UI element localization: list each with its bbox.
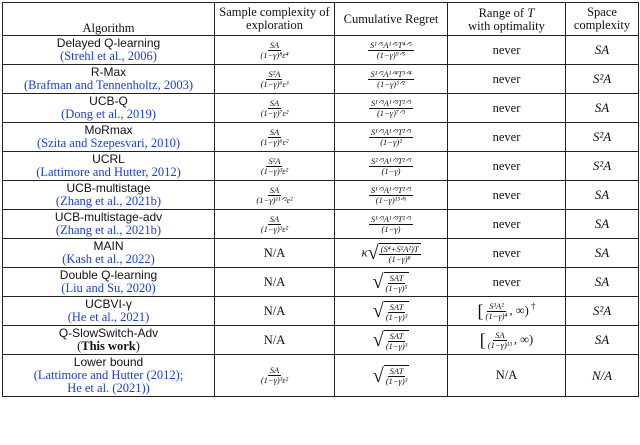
radical-sign: √ bbox=[367, 242, 379, 264]
range-cell bbox=[448, 36, 566, 65]
radical-body bbox=[384, 272, 410, 293]
algorithm-name: R-Max bbox=[90, 65, 127, 79]
sqrt-expression bbox=[368, 243, 421, 264]
fraction bbox=[384, 332, 410, 351]
algorithm-cell bbox=[3, 297, 215, 326]
fraction-numerator: S²A bbox=[268, 155, 281, 166]
space-complexity-cell: SA bbox=[566, 210, 639, 239]
space-complexity-cell: SA bbox=[566, 94, 639, 123]
fraction-numerator: SAT bbox=[389, 301, 404, 312]
fraction-numerator: SA bbox=[269, 184, 280, 195]
sample-complexity-cell bbox=[215, 94, 335, 123]
fraction-numerator: S¹ᐟ³A¹ᐟ³T²ᐟ³ bbox=[370, 126, 412, 137]
citation-line2: He et al. (2021)) bbox=[67, 381, 150, 395]
algorithm-name: Lower bound bbox=[73, 355, 144, 369]
space-complexity-cell: SA bbox=[566, 268, 639, 297]
sqrt-expression bbox=[373, 272, 410, 293]
citation: (Dong et al., 2019) bbox=[61, 107, 156, 121]
algorithm-name: UCB-Q bbox=[89, 94, 128, 108]
range-value: never bbox=[492, 42, 521, 57]
fraction-denominator: (1−γ)⁷ε² bbox=[260, 107, 289, 118]
table-row bbox=[3, 152, 639, 181]
sqrt-expression bbox=[373, 301, 410, 322]
fraction bbox=[259, 157, 290, 176]
citation: (Liu and Su, 2020) bbox=[61, 281, 156, 295]
range-value: never bbox=[492, 100, 521, 115]
sample-complexity-cell bbox=[215, 297, 335, 326]
space-complexity-cell: S²A bbox=[566, 123, 639, 152]
fraction-denominator: (1−γ)⁶ε³ bbox=[260, 78, 289, 89]
algorithm-cell bbox=[3, 65, 215, 94]
regret-cell bbox=[335, 94, 448, 123]
citation: (Zhang et al., 2021b) bbox=[55, 223, 162, 237]
fraction-denominator: (1−γ)³ bbox=[385, 311, 408, 322]
sample-complexity-cell bbox=[215, 239, 335, 268]
regret-cell bbox=[335, 239, 448, 268]
space-complexity-cell: SA bbox=[566, 36, 639, 65]
algorithm-cell bbox=[3, 181, 215, 210]
algorithm-name: UCBVI-γ bbox=[85, 297, 132, 311]
regret-cell bbox=[335, 268, 448, 297]
sample-value: N/A bbox=[263, 332, 286, 347]
header-sample: Sample complexity of exploration bbox=[215, 3, 335, 36]
space-complexity-cell: SA bbox=[566, 239, 639, 268]
space-complexity-cell: S²A bbox=[566, 152, 639, 181]
algorithm-name: Q-SlowSwitch-Adv bbox=[58, 326, 159, 340]
comparison-table bbox=[2, 2, 639, 397]
range-cell bbox=[448, 239, 566, 268]
table-row bbox=[3, 239, 639, 268]
range-cell bbox=[448, 152, 566, 181]
regret-cell bbox=[335, 123, 448, 152]
fraction-numerator: SAT bbox=[389, 272, 404, 283]
algorithm-cell bbox=[3, 239, 215, 268]
fraction-denominator: (1−γ)⁷ᐟ³ bbox=[376, 107, 406, 118]
fraction-denominator: (1−γ)⁸ bbox=[388, 253, 411, 264]
fraction bbox=[368, 41, 414, 60]
fraction bbox=[259, 70, 291, 89]
algorithm-cell bbox=[3, 326, 215, 355]
citation: (Zhang et al., 2021b) bbox=[55, 194, 162, 208]
fraction-numerator: S¹ᐟ³A¹ᐟ³T²ᐟ³ bbox=[370, 184, 412, 195]
table-row bbox=[3, 355, 639, 397]
dagger-mark: † bbox=[528, 300, 536, 311]
fraction bbox=[368, 70, 413, 89]
citation: (Szita and Szepesvari, 2010) bbox=[36, 136, 180, 150]
sample-complexity-cell bbox=[215, 181, 335, 210]
header-algorithm: Algorithm bbox=[3, 3, 215, 36]
range-cell bbox=[448, 65, 566, 94]
table-row bbox=[3, 326, 639, 355]
sample-complexity-cell bbox=[215, 268, 335, 297]
radical-sign: √ bbox=[372, 364, 384, 387]
fraction-denominator: (1−γ)⁵ bbox=[385, 282, 408, 293]
fraction-denominator: (1−γ)³ bbox=[385, 376, 408, 386]
algorithm-cell bbox=[3, 94, 215, 123]
fraction-denominator: (1−γ)³ε² bbox=[260, 223, 289, 234]
fraction bbox=[369, 186, 413, 205]
fraction-numerator: SA bbox=[269, 213, 280, 224]
radical-sign: √ bbox=[372, 300, 384, 322]
range-value: never bbox=[492, 216, 521, 231]
algorithm-cell bbox=[3, 268, 215, 297]
regret-cell bbox=[335, 181, 448, 210]
citation: (Strehl et al., 2006) bbox=[60, 49, 157, 63]
fraction-denominator: (1−γ)⁶ε² bbox=[260, 136, 289, 147]
table-row bbox=[3, 123, 639, 152]
fraction-numerator: S²A bbox=[268, 68, 281, 79]
range-value: N/A bbox=[495, 368, 518, 382]
radical-sign: √ bbox=[372, 329, 384, 351]
fraction bbox=[379, 245, 421, 264]
fraction bbox=[369, 99, 413, 118]
sample-complexity-cell bbox=[215, 326, 335, 355]
fraction bbox=[258, 41, 290, 60]
fraction-denominator: (1−γ)³ε² bbox=[260, 165, 289, 176]
space-complexity-cell: SA bbox=[566, 181, 639, 210]
range-tail: , ∞) bbox=[513, 331, 534, 346]
range-value: never bbox=[492, 187, 521, 202]
algorithm-name: MAIN bbox=[93, 239, 124, 253]
range-cell bbox=[448, 326, 566, 355]
table-row bbox=[3, 268, 639, 297]
left-bracket: [ bbox=[477, 300, 484, 321]
citation: (Lattimore and Hutter (2012); bbox=[33, 368, 184, 382]
fraction-numerator: S¹ᐟ³A¹ᐟ³T²ᐟ³ bbox=[370, 213, 412, 224]
fraction-denominator: (1−γ)⁴ bbox=[485, 310, 508, 321]
fraction-denominator: (1−γ)⁹ᐟ⁵ bbox=[376, 49, 406, 60]
range-cell bbox=[448, 181, 566, 210]
citation: (This work) bbox=[77, 339, 140, 353]
fraction-denominator: (1−γ) bbox=[381, 165, 401, 176]
sample-complexity-cell bbox=[215, 210, 335, 239]
fraction-denominator: (1−γ)² bbox=[380, 136, 402, 147]
regret-cell bbox=[335, 152, 448, 181]
citation: (Lattimore and Hutter, 2012) bbox=[36, 165, 181, 179]
fraction-numerator: SA bbox=[269, 39, 280, 50]
fraction-denominator: (1−γ)³ε² bbox=[260, 375, 289, 385]
sample-complexity-cell bbox=[215, 152, 335, 181]
fraction-numerator: S¹ᐟ⁵A¹ᐟ⁵T⁴ᐟ⁵ bbox=[370, 39, 412, 50]
algorithm-cell bbox=[3, 210, 215, 239]
regret-cell bbox=[335, 210, 448, 239]
regret-cell bbox=[335, 65, 448, 94]
fraction bbox=[384, 367, 410, 386]
space-complexity-cell: S²A bbox=[566, 65, 639, 94]
fraction bbox=[259, 99, 291, 118]
algorithm-cell bbox=[3, 355, 215, 397]
algorithm-cell bbox=[3, 36, 215, 65]
range-value: never bbox=[492, 274, 521, 289]
fraction-denominator: (1−γ)¹³ᐟ⁶ bbox=[375, 194, 407, 205]
sample-value: N/A bbox=[263, 245, 286, 260]
algorithm-name: UCRL bbox=[92, 152, 125, 166]
sqrt-expression bbox=[373, 365, 410, 386]
fraction bbox=[369, 215, 413, 234]
sample-value: N/A bbox=[263, 274, 286, 289]
table-row bbox=[3, 210, 639, 239]
radical-body bbox=[379, 243, 421, 264]
fraction bbox=[259, 366, 290, 385]
algorithm-name: MoRmax bbox=[84, 123, 133, 137]
sample-value: N/A bbox=[263, 303, 286, 318]
range-value: never bbox=[492, 245, 521, 260]
space-complexity-cell: S²A bbox=[566, 297, 639, 326]
header-range: Range of T with optimality bbox=[448, 3, 566, 36]
sqrt-expression bbox=[373, 330, 410, 351]
range-cell bbox=[448, 94, 566, 123]
fraction-denominator: (1−γ) bbox=[381, 223, 401, 234]
fraction-numerator: SA bbox=[495, 329, 505, 340]
left-bracket: [ bbox=[479, 329, 486, 350]
table-row bbox=[3, 181, 639, 210]
algorithm-cell bbox=[3, 152, 215, 181]
range-tail: , ∞) bbox=[509, 302, 529, 317]
radical-sign: √ bbox=[372, 271, 384, 293]
range-value: never bbox=[492, 158, 521, 173]
fraction-denominator: (1−γ)⁸ε⁴ bbox=[260, 49, 289, 60]
fraction-denominator: (1−γ)¹¹ᐟ²ε² bbox=[256, 194, 293, 205]
citation: (Brafman and Tennenholtz, 2003) bbox=[24, 78, 193, 92]
algorithm-name: Double Q-learning bbox=[59, 268, 158, 282]
radical-body bbox=[384, 301, 410, 322]
citation: (Kash et al., 2022) bbox=[62, 252, 155, 266]
radical-body bbox=[384, 330, 410, 351]
citation-bold: This work bbox=[81, 339, 136, 353]
fraction-numerator: S¹ᐟ²A¹ᐟ⁴T³ᐟ⁴ bbox=[370, 68, 412, 79]
regret-prefix: κ bbox=[361, 243, 368, 259]
fraction-numerator: SAT bbox=[389, 330, 404, 341]
fraction bbox=[259, 128, 291, 147]
range-cell bbox=[448, 123, 566, 152]
fraction bbox=[384, 274, 410, 293]
range-cell bbox=[448, 297, 566, 326]
table-row bbox=[3, 65, 639, 94]
fraction bbox=[254, 186, 294, 205]
algorithm-cell bbox=[3, 123, 215, 152]
regret-cell bbox=[335, 297, 448, 326]
fraction-numerator: S³A² bbox=[489, 300, 504, 311]
fraction-numerator: S¹ᐟ³A¹ᐟ³T²ᐟ³ bbox=[370, 97, 412, 108]
range-cell bbox=[448, 268, 566, 297]
fraction-numerator: SA bbox=[269, 97, 280, 108]
range-cell bbox=[448, 210, 566, 239]
fraction bbox=[369, 128, 413, 147]
fraction-numerator: (S⁴+S²A²)T bbox=[380, 243, 419, 254]
algorithm-name: Delayed Q-learning bbox=[56, 36, 161, 50]
table-row bbox=[3, 94, 639, 123]
space-complexity-cell: SA bbox=[566, 326, 639, 355]
range-cell bbox=[448, 355, 566, 397]
fraction-numerator: SA bbox=[269, 365, 280, 375]
table-row bbox=[3, 36, 639, 65]
sample-complexity-cell bbox=[215, 36, 335, 65]
fraction-numerator: S²ᐟ³A¹ᐟ³T²ᐟ³ bbox=[370, 155, 412, 166]
fraction bbox=[259, 215, 290, 234]
table-row bbox=[3, 297, 639, 326]
citation: (He et al., 2021) bbox=[67, 310, 150, 324]
fraction-numerator: SA bbox=[269, 126, 280, 137]
fraction-denominator: (1−γ)³ bbox=[385, 340, 408, 351]
header-regret: Cumulative Regret bbox=[335, 3, 448, 36]
sample-complexity-cell bbox=[215, 65, 335, 94]
fraction-numerator: SAT bbox=[389, 366, 404, 376]
sample-complexity-cell bbox=[215, 355, 335, 397]
fraction bbox=[369, 157, 413, 176]
fraction bbox=[483, 302, 509, 321]
fraction bbox=[486, 331, 514, 350]
header-space: Space complexity bbox=[566, 3, 639, 36]
radical-body bbox=[384, 365, 410, 386]
range-value: never bbox=[492, 71, 521, 86]
sample-complexity-cell bbox=[215, 123, 335, 152]
algorithm-name: UCB-multistage bbox=[66, 181, 151, 195]
regret-cell bbox=[335, 326, 448, 355]
fraction bbox=[384, 303, 410, 322]
algorithm-name: UCB-multistage-adv bbox=[54, 210, 163, 224]
regret-cell bbox=[335, 355, 448, 397]
range-value: never bbox=[492, 129, 521, 144]
fraction-denominator: (1−γ)¹³ bbox=[487, 339, 512, 350]
space-complexity-cell: N/A bbox=[566, 355, 639, 397]
header-row bbox=[3, 3, 639, 36]
fraction-denominator: (1−γ)³ᐟ² bbox=[377, 78, 405, 89]
regret-cell bbox=[335, 36, 448, 65]
